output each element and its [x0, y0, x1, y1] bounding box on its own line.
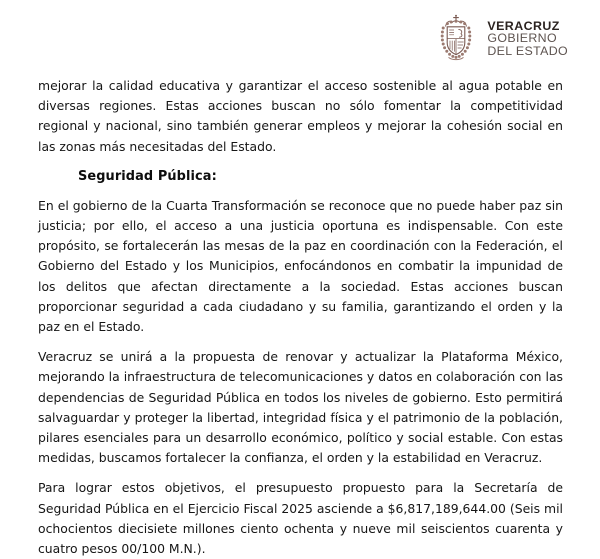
logo-line-gobierno: GOBIERNO — [487, 31, 557, 46]
logo-line-veracruz: VERACRUZ — [487, 18, 560, 33]
logo-wordmark — [487, 19, 568, 58]
page-header — [0, 0, 600, 72]
paragraph-presupuesto: Para lograr estos objetivos, el presupuesto propuesto para la Secretaría de Seguridad Pública en el Ejercicio Fiscal 2025 asciende a $6,817,189,644.00 (Seis mil ochocientos diecisiete millones ciento ochenta y nueve mil seiscientos cuarenta y cuatro pesos 00/100 M.N.). — [38, 480, 563, 557]
logo-line-del-estado: DEL ESTADO — [487, 43, 568, 58]
veracruz-government-logo — [434, 14, 568, 62]
veracruz-coat-of-arms-icon — [434, 14, 478, 62]
paragraph-justicia-mesas-de-paz: En el gobierno de la Cuarta Transformación se reconoce que no puede haber paz sin justicia; por ello, el acceso a una justicia oportuna es indispensable. Con este propósito, se fortalecerán las mesas de la paz en coordinación con la Federación, el Gobierno del Estado y los Municipios, enfocándonos en combatir la impunidad de los delitos que afectan directamente a la sociedad. Estas acciones buscan proporcionar seguridad a cada ciudadano y su familia, garantizando el orden y la paz en el Estado. — [38, 197, 563, 335]
paragraph-intro: mejorar la calidad educativa y garantizar el acceso sostenible al agua potable en diversas regiones. Estas acciones buscan no sólo fomentar la competitividad regional y nacional, sino también generar empleos y mejorar la cohesión social en las zonas más necesitadas del Estado. — [38, 78, 563, 154]
paragraph-plataforma-mexico: Veracruz se unirá a la propuesta de renovar y actualizar la Plataforma México, mejorando la infraestructura de telecomunicaciones y datos en colaboración con las dependencias de Seguridad Pública en todos los niveles de gobierno. Esto permitirá salvaguardar y proteger la libertad, integridad física y el patrimonio de la población, pilares esenciales para un desarrollo económico, político y social estable. Con estas medidas, buscamos fortalecer la confianza, el orden y la estabilidad en Veracruz. — [38, 349, 563, 466]
section-heading-seguridad-publica: Seguridad Pública: — [78, 168, 217, 184]
document-body — [38, 76, 563, 559]
